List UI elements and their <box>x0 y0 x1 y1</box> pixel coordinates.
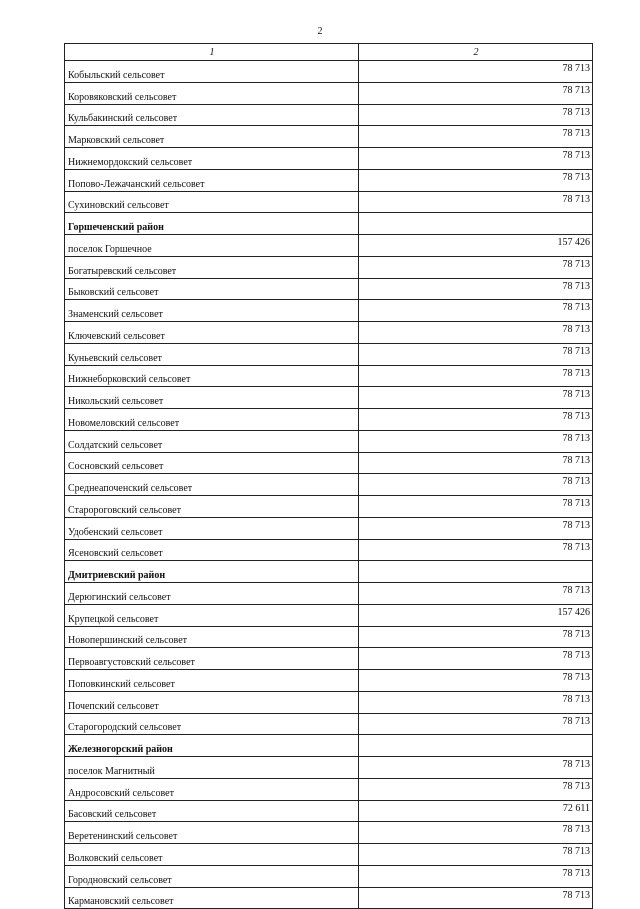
table-row <box>65 844 593 866</box>
table-row <box>65 757 593 779</box>
municipality-name: Куньевский сельсовет <box>65 343 359 365</box>
amount-value: 72 611 <box>359 800 593 822</box>
municipality-name: Первоавгустовский сельсовет <box>65 648 359 670</box>
amount-value <box>359 213 593 235</box>
amount-value: 78 713 <box>359 365 593 387</box>
municipality-name: Кармановский сельсовет <box>65 887 359 909</box>
amount-value: 78 713 <box>359 822 593 844</box>
table-body <box>65 44 593 909</box>
table-row <box>65 409 593 431</box>
amount-value: 78 713 <box>359 61 593 83</box>
table-row <box>65 800 593 822</box>
amount-value: 78 713 <box>359 691 593 713</box>
amount-value: 78 713 <box>359 278 593 300</box>
amount-value: 78 713 <box>359 539 593 561</box>
municipality-name: Новомеловский сельсовет <box>65 409 359 431</box>
table-row <box>65 670 593 692</box>
amount-value: 78 713 <box>359 887 593 909</box>
municipality-name: Коровяковский сельсовет <box>65 82 359 104</box>
amount-value: 78 713 <box>359 583 593 605</box>
table-row <box>65 713 593 735</box>
amount-value: 78 713 <box>359 104 593 126</box>
amount-value: 78 713 <box>359 452 593 474</box>
amount-value: 78 713 <box>359 82 593 104</box>
amount-value: 78 713 <box>359 496 593 518</box>
amount-value: 78 713 <box>359 148 593 170</box>
amount-value: 78 713 <box>359 256 593 278</box>
amount-value: 78 713 <box>359 865 593 887</box>
table-row <box>65 126 593 148</box>
table-row <box>65 626 593 648</box>
table-row <box>65 517 593 539</box>
table-row <box>65 169 593 191</box>
municipality-name: Быковский сельсовет <box>65 278 359 300</box>
amount-value: 78 713 <box>359 778 593 800</box>
table-row <box>65 887 593 909</box>
column-header-1: 1 <box>65 44 359 61</box>
municipality-name: Кобыльский сельсовет <box>65 61 359 83</box>
amount-value: 78 713 <box>359 626 593 648</box>
table-row <box>65 256 593 278</box>
municipality-name: Басовский сельсовет <box>65 800 359 822</box>
district-name: Дмитриевский район <box>65 561 359 583</box>
amount-value: 78 713 <box>359 713 593 735</box>
table-row <box>65 778 593 800</box>
table-row <box>65 343 593 365</box>
municipality-name: Марковский сельсовет <box>65 126 359 148</box>
amount-value: 78 713 <box>359 191 593 213</box>
municipality-name: Сосновский сельсовет <box>65 452 359 474</box>
table-row <box>65 539 593 561</box>
table-row <box>65 604 593 626</box>
table-row <box>65 430 593 452</box>
column-header-2: 2 <box>359 44 593 61</box>
municipality-name: Поповкинский сельсовет <box>65 670 359 692</box>
table-row <box>65 148 593 170</box>
table-row <box>65 191 593 213</box>
table-row <box>65 496 593 518</box>
municipality-name: Андросовский сельсовет <box>65 778 359 800</box>
district-name: Горшеченский район <box>65 213 359 235</box>
amount-value: 78 713 <box>359 126 593 148</box>
municipality-name: Старогородский сельсовет <box>65 713 359 735</box>
page-number: 2 <box>317 26 323 37</box>
amount-value: 78 713 <box>359 757 593 779</box>
municipality-name: Нижнеборковский сельсовет <box>65 365 359 387</box>
amount-value: 78 713 <box>359 343 593 365</box>
district-heading-row <box>65 735 593 757</box>
municipality-name: Волковский сельсовет <box>65 844 359 866</box>
table-row <box>65 387 593 409</box>
municipality-name: Попово-Лежачанский сельсовет <box>65 169 359 191</box>
amount-value: 78 713 <box>359 300 593 322</box>
district-name: Железногорский район <box>65 735 359 757</box>
amount-value: 78 713 <box>359 670 593 692</box>
table-row <box>65 452 593 474</box>
amount-value: 78 713 <box>359 430 593 452</box>
table-row <box>65 822 593 844</box>
amount-value: 157 426 <box>359 235 593 257</box>
municipality-name: Новопершинский сельсовет <box>65 626 359 648</box>
table-row <box>65 82 593 104</box>
municipality-name: Ясеновский сельсовет <box>65 539 359 561</box>
amount-value: 78 713 <box>359 648 593 670</box>
table-row <box>65 300 593 322</box>
municipality-name: Ключевский сельсовет <box>65 322 359 344</box>
municipality-name: Знаменский сельсовет <box>65 300 359 322</box>
municipality-name: Веретенинский сельсовет <box>65 822 359 844</box>
table-row <box>65 583 593 605</box>
municipality-name: Сухиновский сельсовет <box>65 191 359 213</box>
municipality-name: Богатыревский сельсовет <box>65 256 359 278</box>
table-row <box>65 648 593 670</box>
municipality-name: Солдатский сельсовет <box>65 430 359 452</box>
municipality-name: Старороговский сельсовет <box>65 496 359 518</box>
municipality-name: Кульбакинский сельсовет <box>65 104 359 126</box>
district-heading-row <box>65 561 593 583</box>
municipality-name: Нижнемордокский сельсовет <box>65 148 359 170</box>
table-header-row <box>65 44 593 61</box>
municipality-name: поселок Горшечное <box>65 235 359 257</box>
municipality-name: Среднеапоченский сельсовет <box>65 474 359 496</box>
table-row <box>65 474 593 496</box>
table-row <box>65 365 593 387</box>
municipality-name: Дерюгинский сельсовет <box>65 583 359 605</box>
municipality-name: Никольский сельсовет <box>65 387 359 409</box>
amount-value <box>359 561 593 583</box>
allocation-table <box>64 43 593 909</box>
amount-value <box>359 735 593 757</box>
table-row <box>65 278 593 300</box>
amount-value: 157 426 <box>359 604 593 626</box>
district-heading-row <box>65 213 593 235</box>
municipality-name: поселок Магнитный <box>65 757 359 779</box>
table-row <box>65 322 593 344</box>
table-row <box>65 235 593 257</box>
table-row <box>65 104 593 126</box>
municipality-name: Почепский сельсовет <box>65 691 359 713</box>
amount-value: 78 713 <box>359 322 593 344</box>
amount-value: 78 713 <box>359 517 593 539</box>
table-row <box>65 865 593 887</box>
municipality-name: Удобенский сельсовет <box>65 517 359 539</box>
amount-value: 78 713 <box>359 169 593 191</box>
amount-value: 78 713 <box>359 409 593 431</box>
table-row <box>65 691 593 713</box>
municipality-name: Крупецкой сельсовет <box>65 604 359 626</box>
amount-value: 78 713 <box>359 844 593 866</box>
amount-value: 78 713 <box>359 474 593 496</box>
municipality-name: Городновский сельсовет <box>65 865 359 887</box>
amount-value: 78 713 <box>359 387 593 409</box>
table-row <box>65 61 593 83</box>
